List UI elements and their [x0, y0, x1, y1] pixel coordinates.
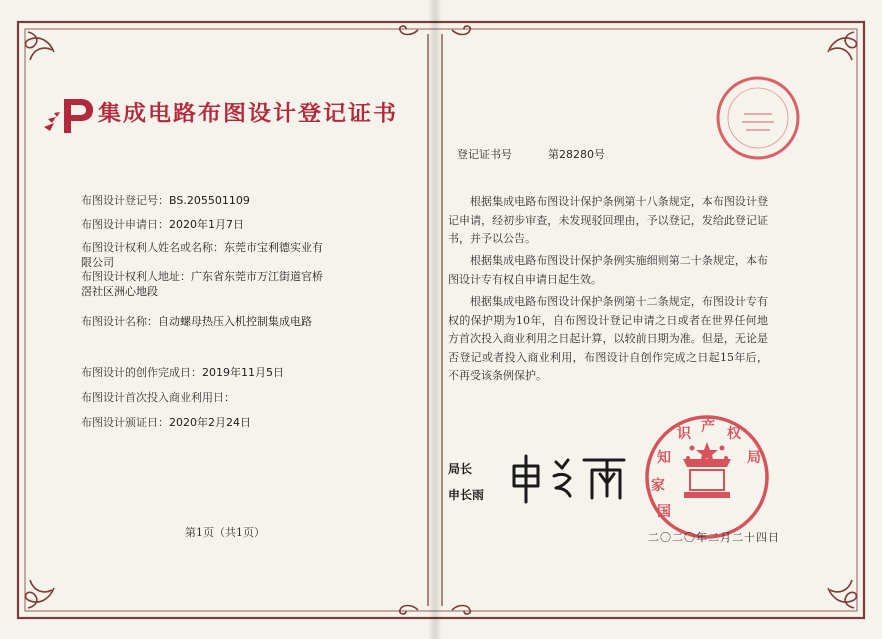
director-name: 申长雨: [448, 488, 485, 502]
issue-date-value: 2020年2月24日: [169, 416, 251, 429]
svg-text:国: 国: [657, 504, 671, 520]
svg-text:产: 产: [701, 419, 715, 435]
creation-date-field: [81, 365, 284, 380]
creation-date-value: 2019年11月5日: [202, 366, 284, 379]
cipo-logo-icon: [40, 93, 96, 135]
owner-address-label: 布图设计权利人地址：: [81, 270, 191, 283]
first-commercial-use-field: [81, 390, 235, 405]
svg-text:知: 知: [657, 450, 671, 466]
svg-text:识: 识: [677, 426, 691, 442]
owner-name-value-line2: 限公司: [81, 256, 114, 269]
design-name-value: 自动螺母热压入机控制集成电路: [158, 315, 312, 328]
small-seal-icon: [714, 74, 802, 162]
owner-address-value-line2: 滘社区洲心地段: [81, 285, 158, 298]
owner-name-field: [81, 240, 323, 270]
paragraph-registration: 根据集成电路布图设计保护条例第十八条规定，本布图设计登记申请，经初步审查，未发现驳回理由，予以登记，发给此登记证书，并予以公告。: [448, 195, 768, 245]
center-fold: [428, 0, 442, 639]
certificate-number: [457, 146, 605, 162]
signature-icon: [508, 452, 630, 504]
svg-text:局: 局: [747, 450, 761, 466]
registration-number-value: BS.205501109: [169, 194, 250, 207]
certificate-number-label: 登记证书号: [457, 148, 512, 161]
page-footer: 第1页（共1页）: [185, 526, 265, 539]
owner-name-value-line1: 东莞市宝利德实业有: [224, 241, 323, 254]
apply-date-value: 2020年1月7日: [169, 218, 244, 231]
apply-date-field: [81, 217, 244, 232]
apply-date-label: 布图设计申请日：: [81, 218, 169, 231]
design-name-field: [81, 314, 312, 329]
paragraph-protection-term: 根据集成电路布图设计保护条例第十二条规定，布图设计专有权的保护期为10年，自布图设计登记申请之日或者在世界任何地方首次投入商业利用之日起计算，以较前日期为准。但是，无论是否登记或者投入商业利用，布图设计自创作完成之日起15年后，不再受该条例保护。: [448, 295, 768, 382]
owner-address-value-line1: 广东省东莞市万江街道官桥: [191, 270, 323, 283]
certificate-number-value: 第28280号: [548, 148, 605, 161]
svg-text:家: 家: [651, 478, 665, 494]
owner-address-field: [81, 269, 323, 299]
issue-date-field: [81, 415, 251, 430]
official-seal-icon: [642, 412, 772, 542]
certificate-title: 集成电路布图设计登记证书: [98, 101, 398, 127]
issue-date-label: 布图设计颁证日：: [81, 416, 169, 429]
registration-number-label: 布图设计登记号：: [81, 194, 169, 207]
owner-name-label: 布图设计权利人姓名或名称：: [81, 241, 224, 254]
paragraph-effective: 根据集成电路布图设计保护条例实施细则第二十条规定，本布图设计专有权自申请日起生效。: [448, 254, 768, 286]
creation-date-label: 布图设计的创作完成日：: [81, 366, 202, 379]
issue-date-right: 二〇二〇年二月二十四日: [648, 531, 780, 544]
first-commercial-use-label: 布图设计首次投入商业利用日：: [81, 391, 235, 404]
director-title: 局长: [448, 462, 473, 476]
design-name-label: 布图设计名称：: [81, 315, 158, 328]
registration-number-field: [81, 193, 250, 208]
svg-text:权: 权: [727, 426, 741, 442]
